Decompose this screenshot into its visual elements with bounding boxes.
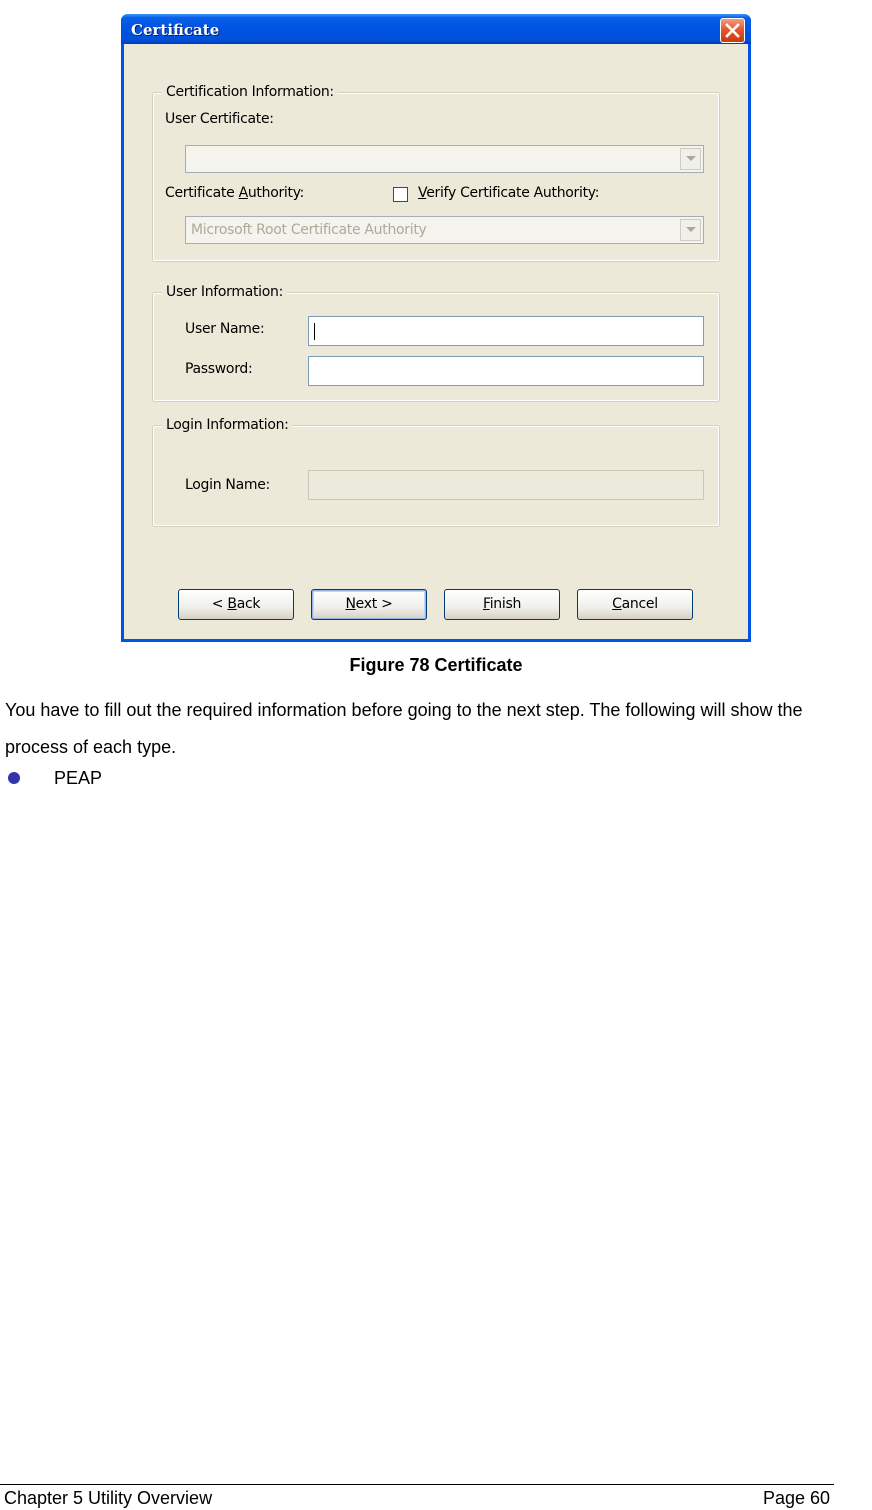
user-info-legend: User Information:: [162, 284, 287, 300]
user-info-group: [152, 284, 720, 402]
finish-button[interactable]: Finish: [444, 589, 560, 620]
user-certificate-label: User Certificate:: [165, 111, 274, 127]
footer-divider: [0, 1484, 834, 1485]
body-paragraph: You have to fill out the required information before going to the next step. The following will show the process of each type.: [5, 700, 803, 757]
dialog-title: Certificate: [131, 21, 220, 39]
certificate-authority-value: Microsoft Root Certificate Authority: [191, 222, 427, 238]
chevron-down-icon: [686, 227, 696, 233]
certificate-authority-label: Certificate Authority:: [165, 185, 305, 201]
next-button[interactable]: Next >: [311, 589, 427, 620]
chevron-down-icon: [686, 156, 696, 162]
verify-certificate-authority-label[interactable]: Verify Certificate Authority:: [418, 185, 600, 201]
dialog-client-area: [124, 44, 748, 639]
certificate-authority-dropdown-button[interactable]: [680, 219, 701, 241]
login-name-label: Login Name:: [185, 477, 270, 493]
footer-page-number: Page 60: [762, 1488, 830, 1508]
password-label: Password:: [185, 361, 253, 377]
user-name-input[interactable]: [308, 316, 704, 346]
cancel-button[interactable]: Cancel: [577, 589, 693, 620]
certification-info-group: [152, 84, 720, 262]
title-bar[interactable]: [121, 14, 751, 44]
login-info-legend: Login Information:: [162, 417, 293, 433]
bullet-text: PEAP: [54, 768, 103, 788]
user-name-label: User Name:: [185, 321, 265, 337]
login-info-group: [152, 417, 720, 527]
figure-caption: Figure 78 Certificate: [349, 655, 523, 675]
footer-chapter: Chapter 5 Utility Overview: [4, 1488, 213, 1508]
certification-info-legend: Certification Information:: [162, 84, 338, 100]
password-input[interactable]: [308, 356, 704, 386]
user-certificate-dropdown-button[interactable]: [680, 148, 701, 170]
close-icon: [725, 23, 740, 38]
user-certificate-select[interactable]: [185, 145, 704, 173]
text-caret: [314, 323, 315, 340]
certificate-authority-select[interactable]: [185, 216, 704, 244]
login-name-input[interactable]: [308, 470, 704, 500]
verify-certificate-authority-checkbox[interactable]: [393, 187, 408, 202]
certificate-dialog: [121, 14, 751, 642]
close-button[interactable]: [720, 18, 745, 43]
bullet-icon: [8, 772, 20, 784]
back-button[interactable]: < Back: [178, 589, 294, 620]
